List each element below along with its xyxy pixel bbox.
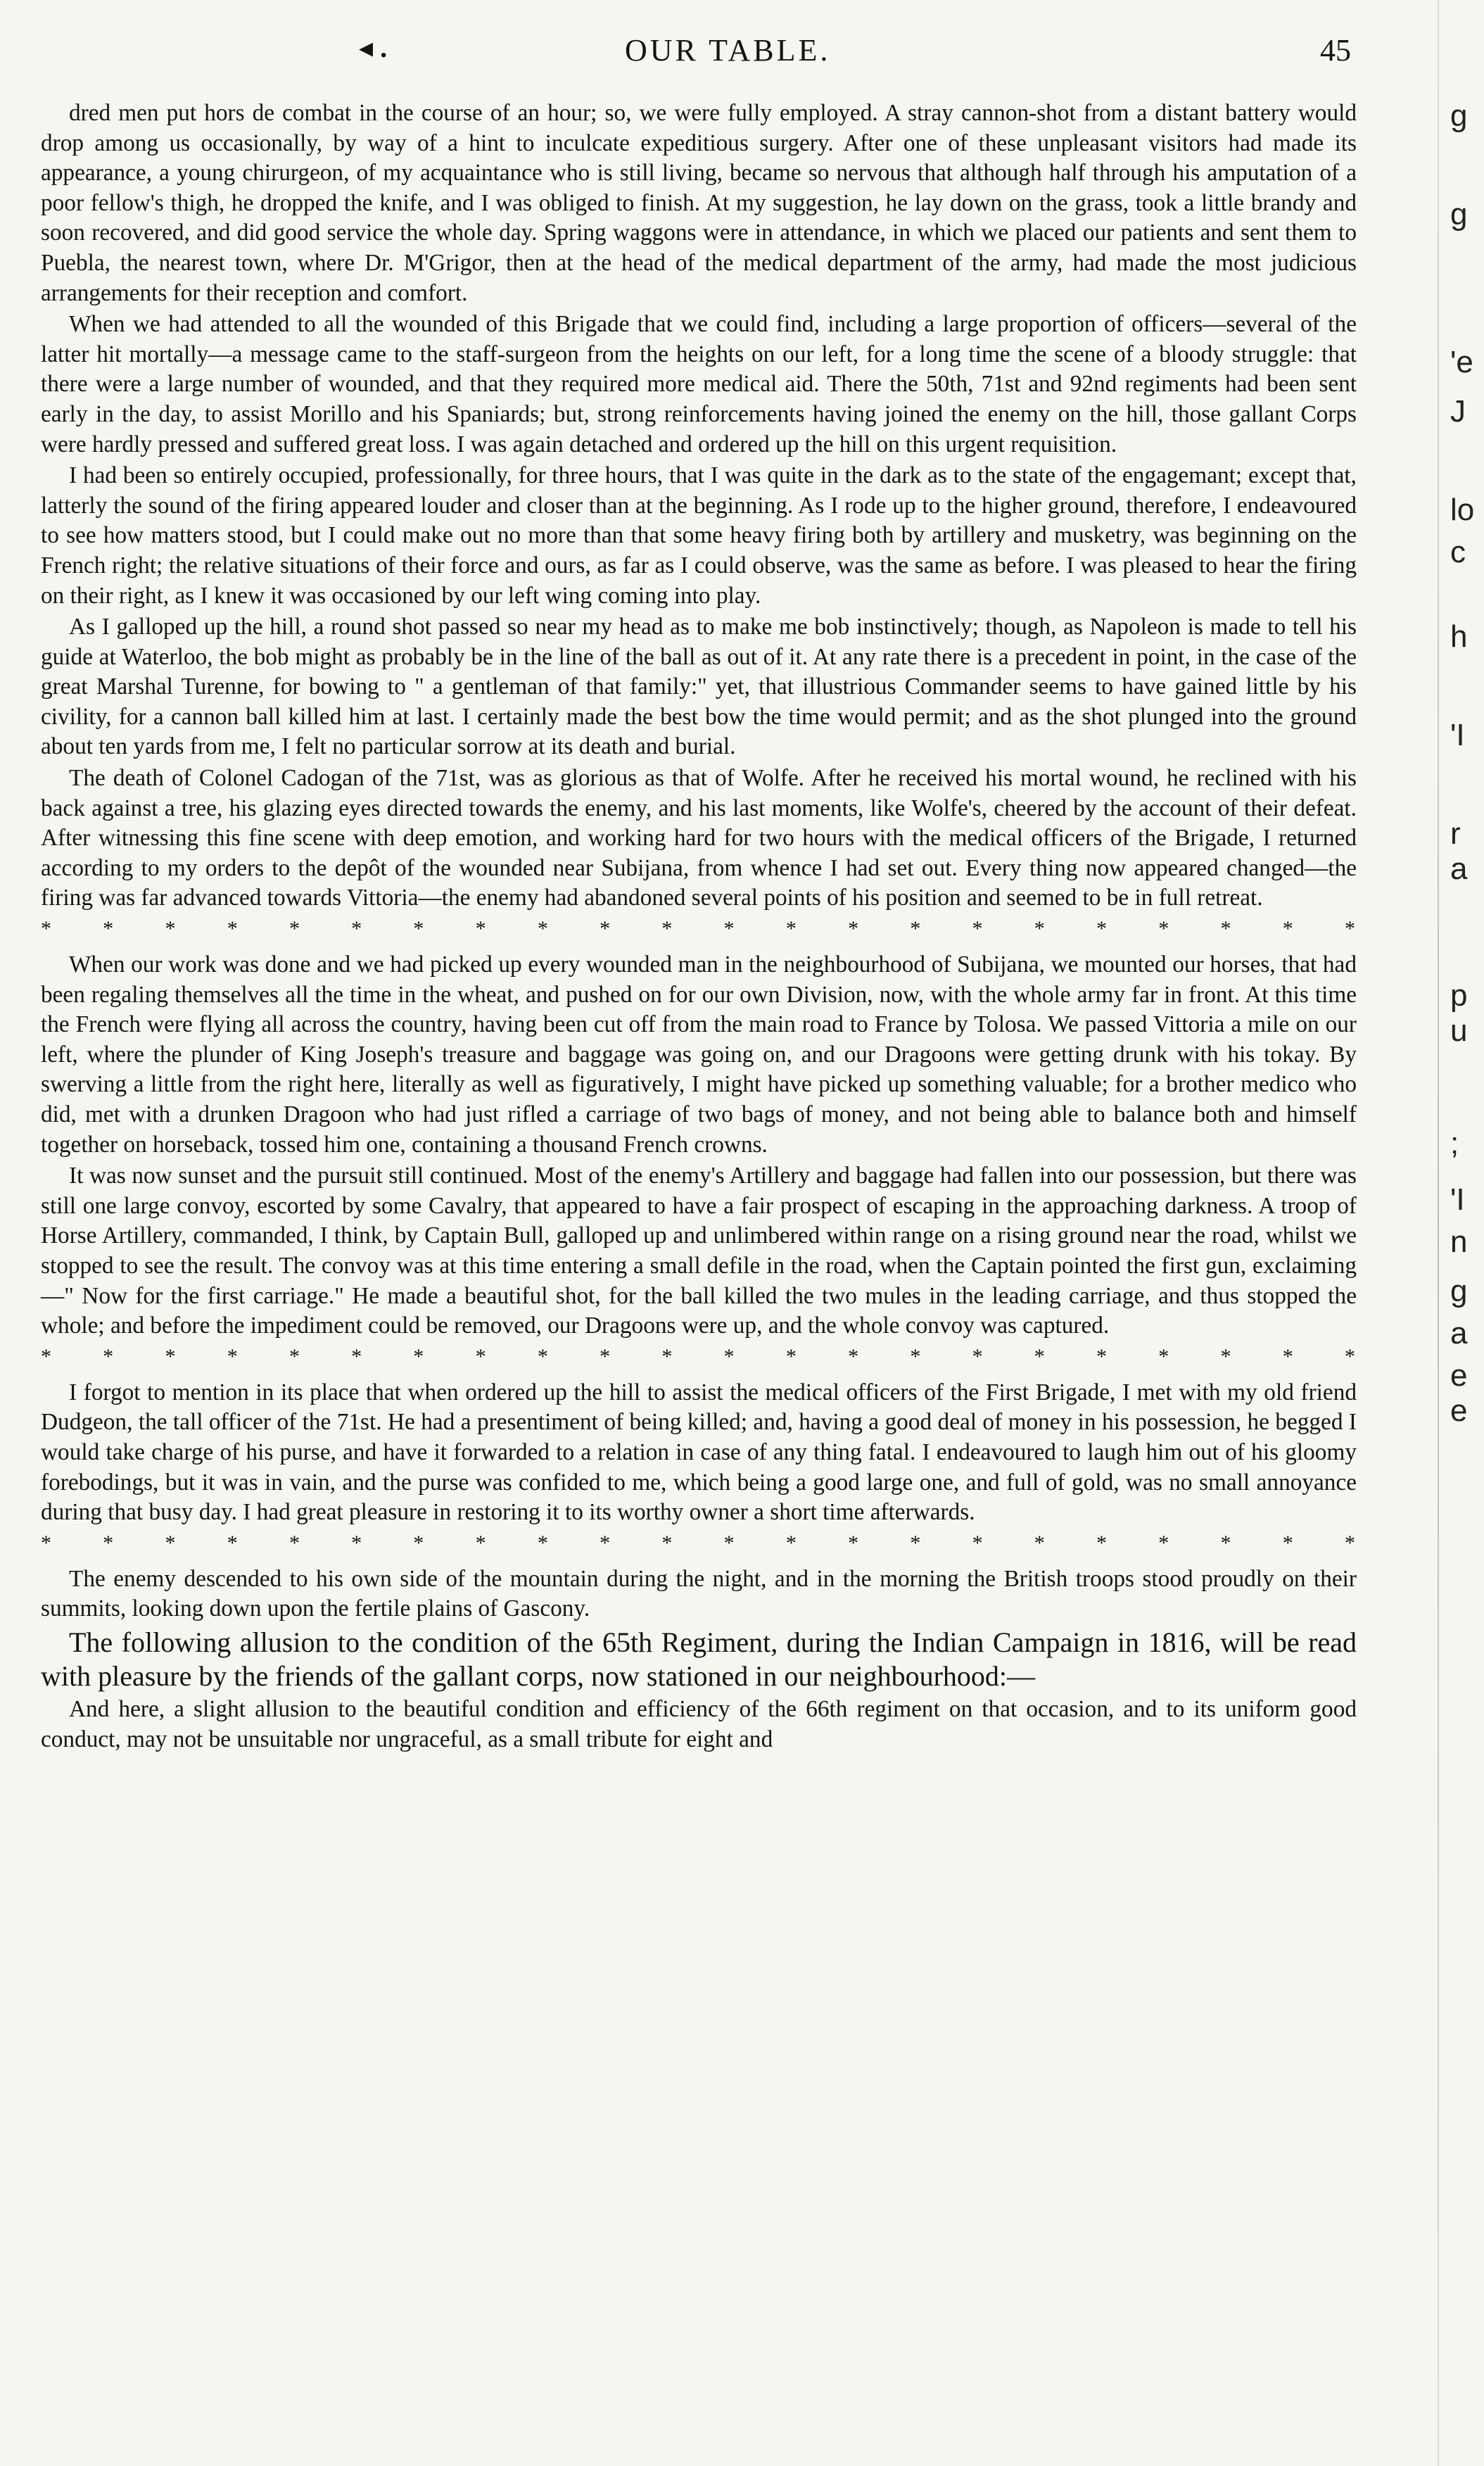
margin-fragment: g	[1450, 197, 1468, 232]
paragraph: The enemy descended to his own side of the mountain during the night, and in the morning the British troops stood proudly on their summits, looking down upon the fertile plains of Gascony.	[41, 1565, 1357, 1622]
body-text	[41, 99, 1357, 1756]
paragraph: I had been so entirely occupied, professionally, for three hours, that I was quite in the dark as to the state of the engagemant; except that, latterly the sound of the firing appeared louder and closer than at the beginning. As I rode up to the higher ground, therefore, I endeavoured to see how matters stood, but I could make out no more than that some heavy firing both by artillery and musketry, was beginning on the French right; the relative situations of their force and ours, as far as I could observe, was the same as before. I was pleased to hear the firing on their right, as I knew it was occasioned by our left wing coming into play.	[41, 462, 1357, 609]
section-separator: * * * * * * * * * * * * * * * * * * * * * *	[41, 917, 1357, 941]
margin-fragment: e	[1450, 1358, 1468, 1393]
header-ornament: ◂ .	[359, 32, 388, 63]
paragraph: The death of Colonel Cadogan of the 71st, was as glorious as that of Wolfe. After he received his mortal wound, he reclined with his back against a tree, his glazing eyes directed towards the enemy, and his last moments, like Wolfe's, cheered by the account of their defeat. After witnessing this fine scene with deep emotion, and working hard for two hours with the medical officers of the Brigade, I returned according to my orders to the depôt of the wounded near Subijana, from whence I had set out. Every thing now appeared changed—the firing was far advanced towards Vittoria—the enemy had abandoned several points of his position and seemed to be in full retreat.	[41, 765, 1357, 911]
page-number: 45	[1320, 33, 1351, 68]
running-title: OUR TABLE.	[625, 33, 831, 68]
paragraph: As I galloped up the hill, a round shot passed so near my head as to make me bob instinctively; though, as Napoleon is made to tell his guide at Waterloo, the bob might as probably be in the line of the ball as out of it. At any rate there is a precedent in point, in the case of the great Marshal Turenne, for bowing to " a gentleman of that family:" yet, that illustrious Commander seems to have gained little by his civility, for a cannon ball killed him at last. I certainly made the best bow the time would permit; and as the shot plunged into the ground about ten yards from me, I felt no particular sorrow at its death and burial.	[41, 614, 1357, 760]
margin-fragment: n	[1450, 1225, 1468, 1259]
margin-fragment: g	[1450, 1274, 1468, 1308]
paragraph: And here, a slight allusion to the beautiful condition and efficiency of the 66th regiment on that occasion, and to its uniform good conduct, may not be unsuitable nor ungraceful, as a small tribute for eight and	[41, 1695, 1357, 1752]
margin-fragment: lo	[1450, 493, 1475, 527]
margin-fragment: ;	[1450, 1126, 1459, 1161]
margin-fragment: 'I	[1450, 718, 1465, 752]
paragraph: dred men put hors de combat in the course of an hour; so, we were fully employed. A stray cannon-shot from a distant battery would drop among us occasionally, by way of a hint to inculcate expeditious surgery. After one of these unpleasant visitors had made its appearance, a young chirurgeon, of my acquaintance who is still living, became so nervous that although half through his amputation of a poor fellow's thigh, he dropped the knife, and I was obliged to finish. At my suggestion, he lay down on the grass, took a little brandy and soon recovered, and did good service the whole day. Spring waggons were in attendance, in which we placed our patients and sent them to Puebla, the nearest town, where Dr. M'Grigor, then at the head of the medical department of the army, had made the most judicious arrangements for their reception and comfort.	[41, 100, 1357, 306]
margin-fragment: a	[1450, 852, 1468, 886]
margin-fragment: c	[1450, 535, 1466, 569]
paragraph: I forgot to mention in its place that when ordered up the hill to assist the medical officers of the First Brigade, I met with my old friend Dudgeon, the tall officer of the 71st. He had a presentiment of being killed; and, having a good deal of money in his possession, he begged I would take charge of his purse, and have it forwarded to a relation in case of any thing fatal. I endeavoured to laugh him out of his gloomy forebodings, but it was in vain, and the purse was confided to me, which being a good large one, and full of gold, was no small annoyance during that busy day. I had great pleasure in restoring it to its worthy owner a short time afterwards.	[41, 1379, 1357, 1526]
section-separator: * * * * * * * * * * * * * * * * * * * * * *	[41, 1344, 1357, 1368]
page-gutter-edge	[1438, 0, 1439, 2466]
margin-fragment: u	[1450, 1013, 1468, 1048]
section-separator: * * * * * * * * * * * * * * * * * * * * * *	[41, 1531, 1357, 1555]
running-header	[35, 27, 1358, 76]
margin-fragment: h	[1450, 619, 1468, 654]
margin-fragment: r	[1450, 816, 1461, 851]
margin-fragment: a	[1450, 1316, 1468, 1351]
paragraph: When we had attended to all the wounded of this Brigade that we could find, including a large proportion of officers—several of the latter hit mortally—a message came to the staff-surgeon from the heights on our left, for a long time the scene of a bloody struggle: that there were a large number of wounded, and that they required more medical aid. There the 50th, 71st and 92nd regiments had been sent early in the day, to assist Morillo and his Spaniards; but, strong reinforcements having joined the enemy on the hill, those gallant Corps were hardly pressed and suffered great loss. I was again detached and ordered up the hill on this urgent requisition.	[41, 311, 1357, 457]
paragraph: The following allusion to the condition of the 65th Regiment, during the Indian Campaign in 1816, will be read with pleasure by the friends of the gallant corps, now stationed in our neighbourhood:—	[41, 1626, 1357, 1692]
facing-page-fragments	[1442, 84, 1484, 2196]
paragraph: It was now sunset and the pursuit still continued. Most of the enemy's Artillery and baggage had fallen into our possession, but there was still one large convoy, escorted by some Cavalry, that appeared to have a fair prospect of escaping in the approaching darkness. A troop of Horse Artillery, commanded, I think, by Captain Bull, galloped up and unlimbered within range on a rising ground near the road, whilst we stopped to see the result. The convoy was at this time entering a small defile in the road, when the Captain pointed the first gun, exclaiming—" Now for the first carriage." He made a beautiful shot, for the ball killed the two mules in the leading carriage, and thus stopped the whole; and before the impediment could be removed, our Dragoons were up, and the whole convoy was captured.	[41, 1163, 1357, 1339]
margin-fragment: 'I	[1450, 1182, 1465, 1217]
margin-fragment: p	[1450, 978, 1468, 1013]
margin-fragment: 'e	[1450, 345, 1473, 379]
margin-fragment: J	[1450, 394, 1466, 429]
margin-fragment: g	[1450, 99, 1468, 133]
paragraph: When our work was done and we had picked up every wounded man in the neighbourhood of Subijana, we mounted our horses, that had been regaling themselves all the time in the wheat, and pushed on for our own Division, now, with the whole army far in front. At this time the French were flying all across the country, having been cut off from the main road to France by Tolosa. We passed Vittoria a mile on our left, where the plunder of King Joseph's treasure and baggage was going on, and our Dragoons were getting drunk with his tokay. By swerving a little from the right here, literally as well as figuratively, I might have picked up something valuable; for a brother medico who did, met with a drunken Dragoon who had just rifled a carriage of two bags of money, and not being able to balance both and himself together on horseback, tossed him one, containing a thousand French crowns.	[41, 951, 1357, 1158]
margin-fragment: e	[1450, 1393, 1468, 1428]
